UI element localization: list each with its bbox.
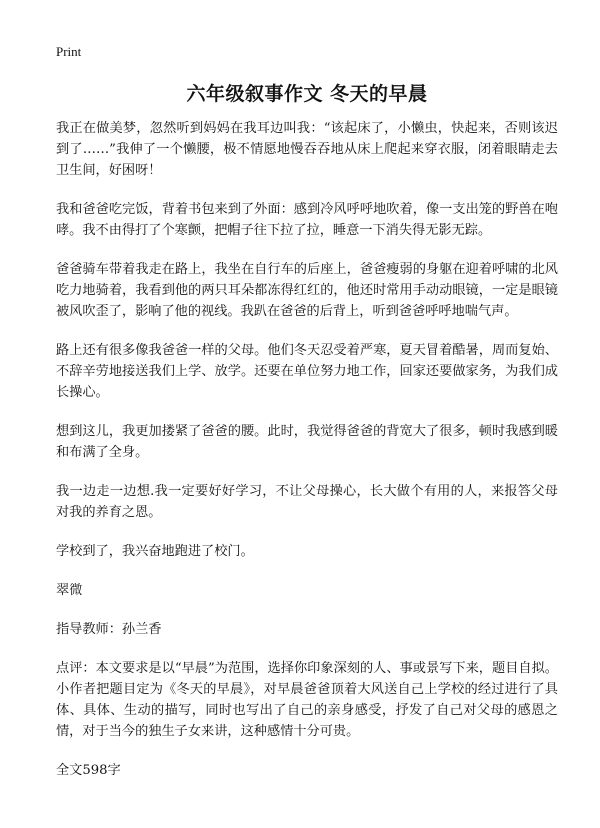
teacher-line: 指导教师：孙兰香 (56, 622, 162, 637)
comment-paragraph: 点评：本文要求是以“早晨”为范围，选择你印象深刻的人、事或景写下来，题目自拟。小作者把题目定为《冬天的早晨》，对早晨爸爸顶着大风送自己上学校的经过进行了具体、具体、生动的描写，同时也写出了自己的亲身感受，抒发了自己对父母的感恩之情，对于当今的独生子女来讲，这种感情十分可贵。 (56, 661, 558, 739)
word-count: 全文598字 (56, 763, 121, 778)
print-label: Print (56, 44, 82, 59)
paragraph-5: 想到这儿，我更加搂紧了爸爸的腰。此时，我觉得爸爸的背宽大了很多，顿时我感到暖和布满了全身。 (56, 424, 558, 460)
paragraph-1: 我正在做美梦，忽然听到妈妈在我耳边叫我：“该起床了，小懒虫，快起来，否则该迟到了……”我伸了一个懒腰，极不情愿地慢吞吞地从床上爬起来穿衣服，闭着眼睛走去卫生间，好困呀！ (56, 121, 558, 178)
paragraph-3: 爸爸骑车带着我走在路上，我坐在自行车的后座上，爸爸瘦弱的身躯在迎着呼啸的北风吃力地骑着，我看到他的两只耳朵都冻得红红的，他还时常用手动动眼镜，一定是眼镜被风吹歪了，影响了他的视线。我趴在爸爸的后背上，听到爸爸呼呼地喘气声。 (56, 262, 558, 319)
paragraph-7: 学校到了，我兴奋地跑进了校门。 (56, 544, 254, 559)
author-name: 翠微 (56, 583, 83, 598)
paragraph-4: 路上还有很多像我爸爸一样的父母。他们冬天忍受着严寒，夏天冒着酷暑，周而复始、不辞辛劳地接送我们上学、放学。还要在单位努力地工作，回家还要做家务，为我们成长操心。 (56, 343, 558, 400)
page-title: 六年级叙事作文 冬天的早晨 (186, 83, 428, 105)
paragraph-6: 我一边走一边想.我一定要好好学习，不让父母操心，长大做个有用的人，来报答父母对我的养育之恩。 (56, 484, 558, 520)
paragraph-2: 我和爸爸吃完饭，背着书包来到了外面：感到冷风呼呼地吹着，像一支出笼的野兽在咆哮。我不由得打了个寒颤，把帽子往下拉了拉，睡意一下消失得无影无踪。 (56, 202, 558, 238)
